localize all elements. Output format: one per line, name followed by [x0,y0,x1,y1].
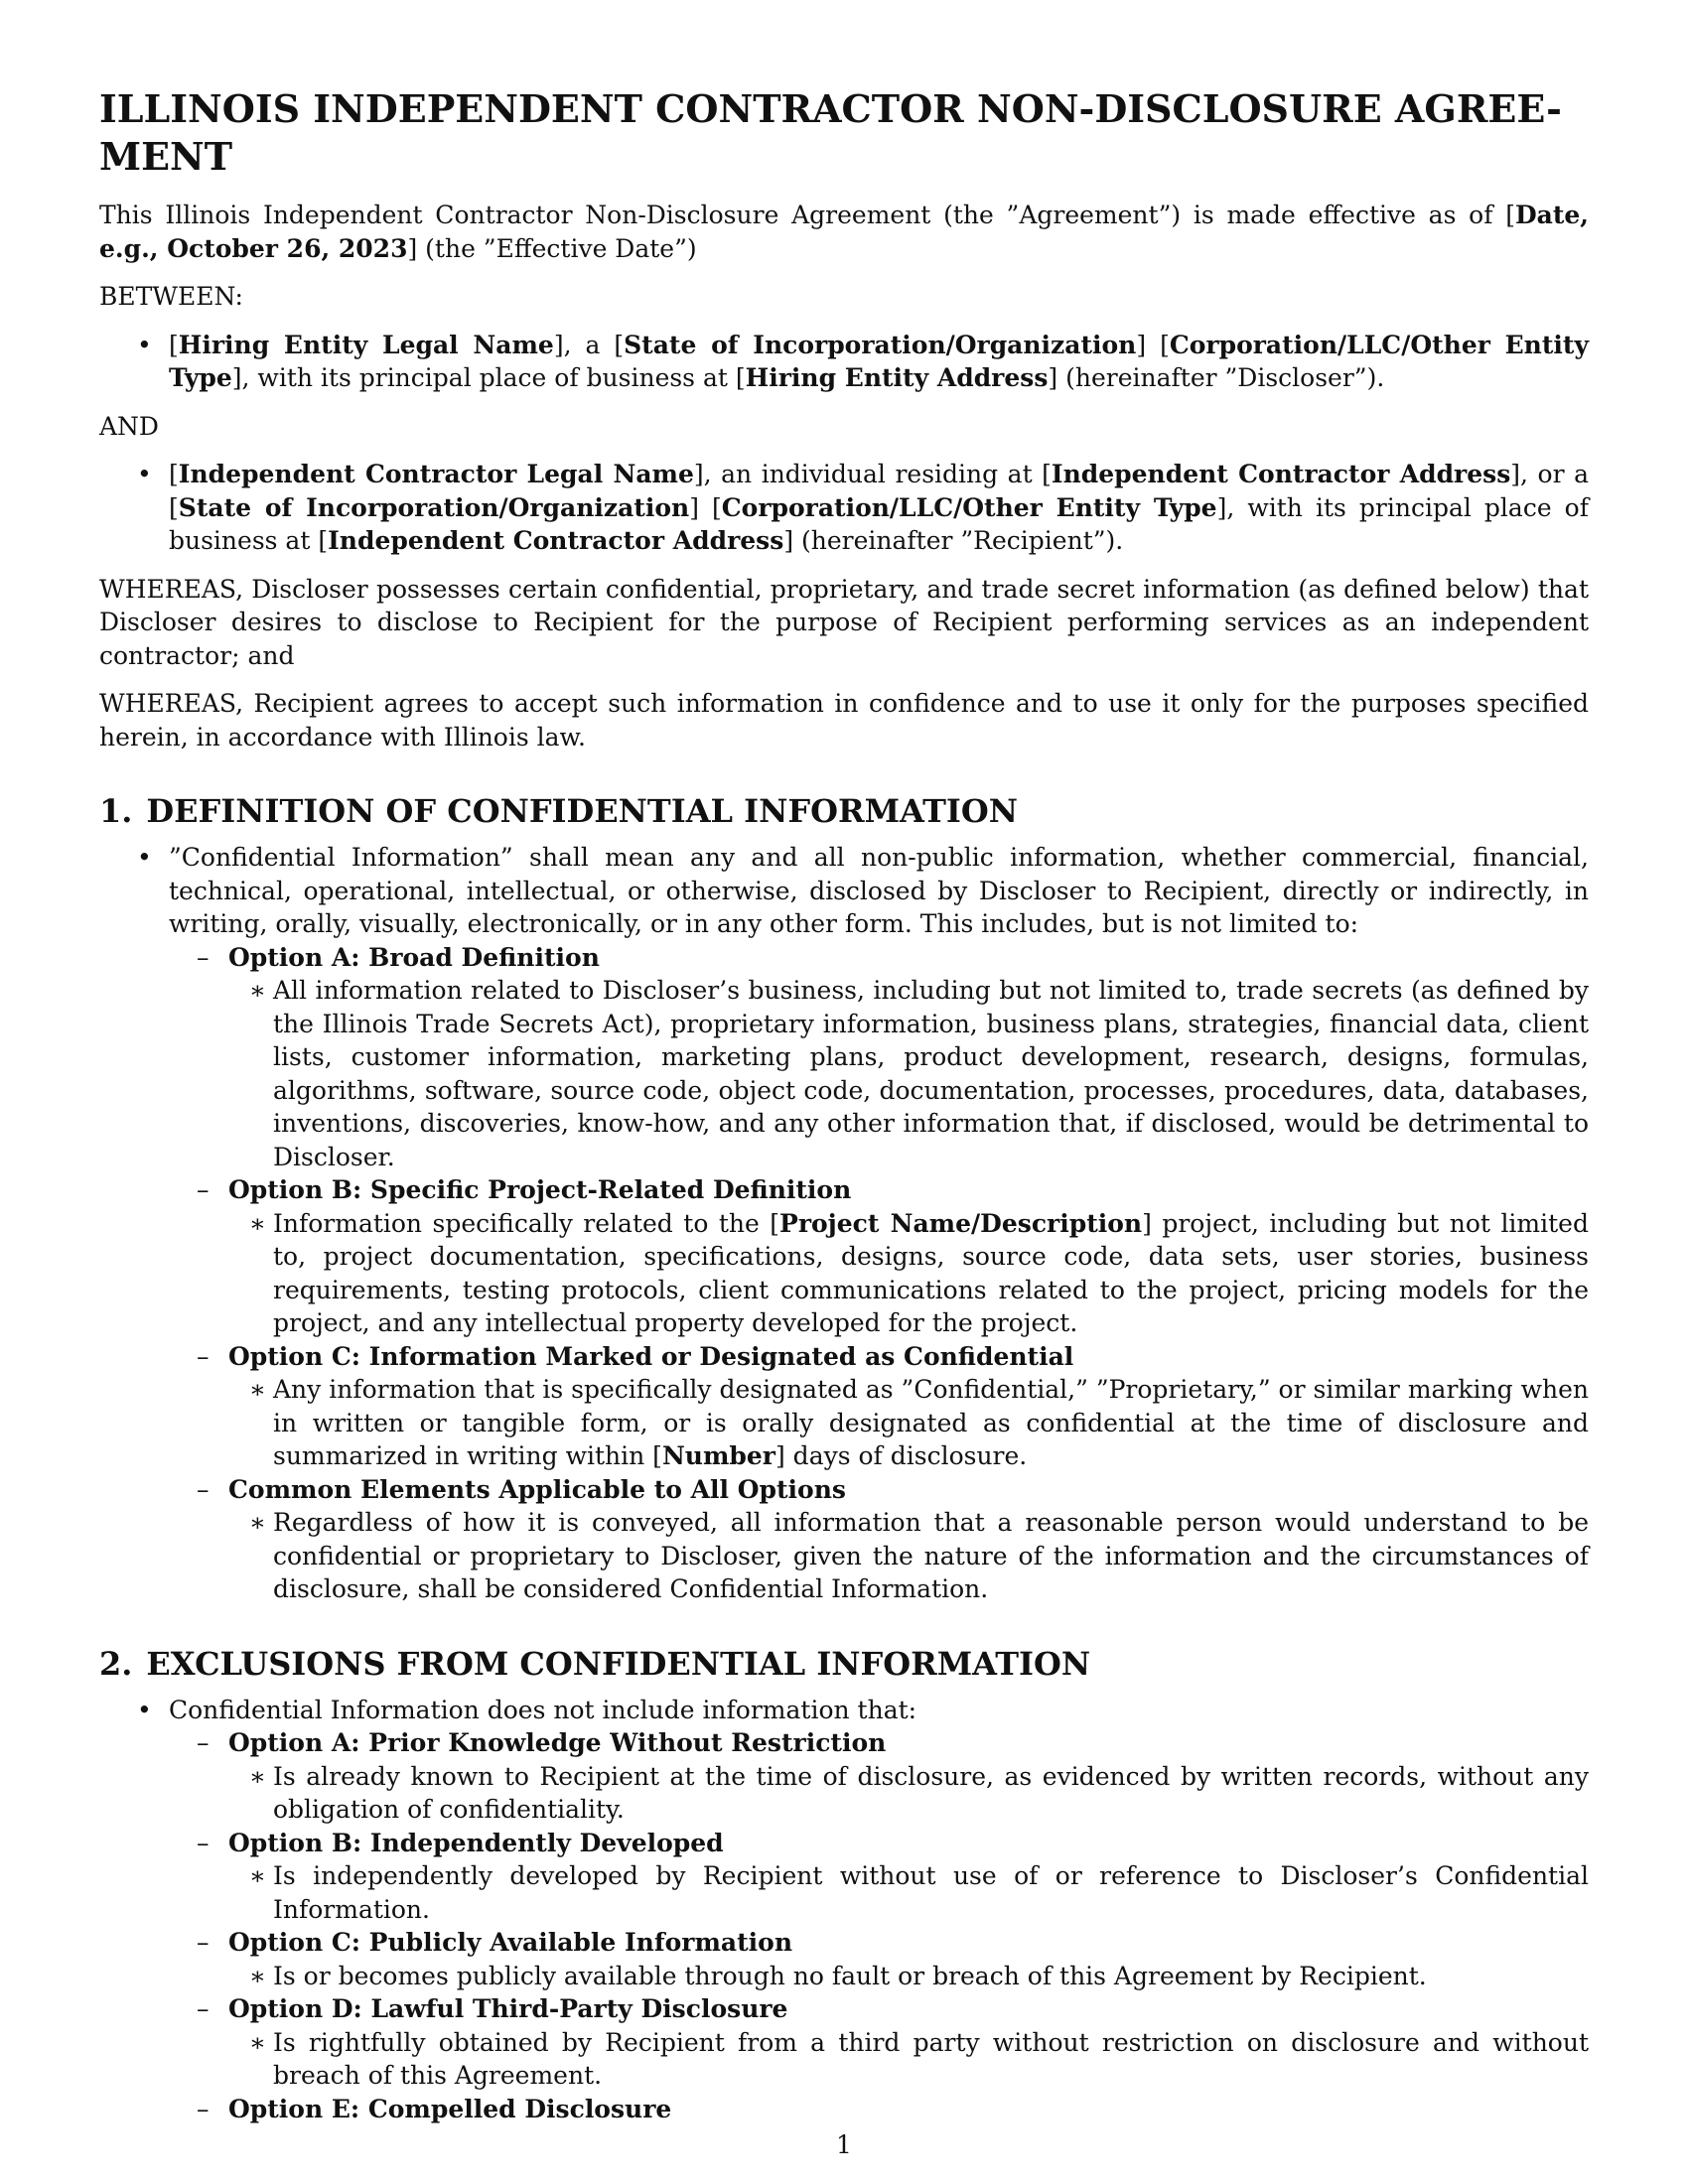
bullet-marker: • [137,460,152,488]
option-title: Option A: Prior Knowledge Without Restriction [228,1728,887,1757]
section-1-heading [99,791,1589,831]
document-page [99,85,1589,2140]
definition-lead-text: ”Confidential Information” shall mean any and all non-public information, whether commercial, financial, technical, operational, intellectual, or otherwise, disclosed by Discloser to Recipient, directly or indirectly, in writing, orally, visually, electronically, or in any other form. This includes, but is not limited to: [169,843,1589,938]
section-2-list [99,1694,1589,2126]
hiring-entity-address-placeholder: Hiring Entity Address [745,363,1049,392]
option-body-list [228,2026,1589,2093]
recipient-text: ] (hereinafter ”Recipient”). [783,526,1124,555]
star-marker: ∗ [249,976,266,1005]
section-number: 2. [99,1644,133,1683]
option-body-list [228,1859,1589,1926]
option-body-list [228,974,1589,1173]
section-title: EXCLUSIONS FROM CONFIDENTIAL INFORMATION [146,1644,1091,1683]
option-text: Information specifically related to the [ [273,1208,780,1238]
option-title: Option D: Lawful Third-Party Disclosure [228,1994,788,2023]
recipient-item [99,458,1589,558]
contractor-business-address-placeholder: Independent Contractor Address [328,526,784,555]
option-text: ] days of disclosure. [774,1441,1028,1470]
definition-item [99,841,1589,1606]
project-name-placeholder: Project Name/Description [779,1208,1143,1238]
exclusion-option-d [169,1992,1589,2093]
option-text: Is rightfully obtained by Recipient from a third party without restriction on disclosure and without breach of this Agreement. [273,2027,1589,2090]
section-title: DEFINITION OF CONFIDENTIAL INFORMATION [146,792,1018,830]
discloser-text: ], a [ [553,330,625,359]
hiring-entity-name-placeholder: Hiring Entity Legal Name [178,330,554,359]
option-text: Regardless of how it is conveyed, all information that a reasonable person would understand to be confidential or proprietary to Discloser, given the nature of the information and the circumstances of disclosure, shall be considered Confidential Information. [273,1508,1589,1603]
dash-marker: – [197,2094,210,2123]
option-text: Any information that is specifically designated as ”Confidential,” ”Proprietary,” or similar marking when in written or tangible form, or is orally designated as confidential at the time of disclosure and summarized in writing within [ [273,1375,1589,1470]
dash-marker: – [197,1175,210,1204]
dash-marker: – [197,1341,210,1371]
option-text-item [228,1960,1589,1993]
bracket: [ [169,330,179,359]
option-text-item [228,2026,1589,2093]
discloser-entity-type-placeholder: Corporation/LLC/Other Entity Type [169,330,1589,392]
discloser-list [99,329,1589,395]
whereas-paragraph-1: WHEREAS, Discloser possesses certain confidential, proprietary, and trade secret information (as defined below) that Discloser desires to disclose to Recipient for the purpose of Recipient performing services as an independent contractor; and [99,574,1589,670]
intro-text-end: ] (the ”Effective Date”) [407,233,697,263]
option-text: Is already known to Recipient at the time of disclosure, as evidenced by written records, without any obligation of confidentiality. [273,1761,1589,1824]
discloser-item [99,329,1589,395]
star-marker: ∗ [249,1861,266,1890]
option-text-item [228,1760,1589,1827]
recipient-list [99,458,1589,558]
option-text-item [228,1373,1589,1473]
exclusion-option-a [169,1726,1589,1827]
contractor-address-placeholder: Independent Contractor Address [1051,460,1511,488]
option-text-item [228,1506,1589,1606]
section-2-heading [99,1644,1589,1684]
exclusions-lead-text: Confidential Information does not include information that: [169,1695,917,1724]
option-text: ] project, including but not limited to, project documentation, specifications, designs, source code, data sets, user stories, business requirements, testing protocols, client communications related to the project, pricing models for the project, and any intellectual property developed for the project. [273,1208,1589,1337]
dash-marker: – [197,1994,210,2023]
and-label: AND [99,411,159,441]
recipient-entity-type-placeholder: Corporation/LLC/Other Entity Type [721,492,1217,522]
option-title: Option A: Broad Definition [228,942,600,972]
common-elements-item [169,1473,1589,1606]
bullet-marker: • [137,1695,152,1724]
star-marker: ∗ [249,1761,266,1791]
option-text-item [228,1859,1589,1926]
discloser-text: ] (hereinafter ”Discloser”). [1048,363,1385,392]
recipient-text: ] [ [689,492,722,522]
exclusion-option-e [169,2093,1589,2126]
option-text: Is or becomes publicly available through no fault or breach of this Agreement by Recipient. [273,1961,1427,1990]
option-title: Option C: Publicly Available Information [228,1928,792,1957]
dash-marker: – [197,1828,210,1857]
option-b-item [169,1173,1589,1340]
page-number: 1 [836,2130,852,2159]
dash-marker: – [197,1728,210,1757]
exclusions-item [99,1694,1589,2126]
option-body-list [228,1506,1589,1606]
exclusion-options-list [169,1726,1589,2125]
option-text-item [228,1207,1589,1340]
option-body-list [228,1760,1589,1827]
recipient-text: ], with its principal place of business at [ [169,492,1589,555]
recipient-text: ], an individual residing at [ [693,460,1052,488]
star-marker: ∗ [249,1375,266,1404]
star-marker: ∗ [249,1508,266,1537]
bullet-marker: • [137,843,152,872]
discloser-state-placeholder: State of Incorporation/Organization [624,330,1137,359]
star-marker: ∗ [249,1208,266,1238]
dash-marker: – [197,1928,210,1957]
section-1-list [99,841,1589,1606]
option-body-list [228,1207,1589,1340]
bracket: [ [169,460,179,488]
star-marker: ∗ [249,2027,266,2057]
intro-paragraph [99,199,1589,265]
recipient-state-placeholder: State of Incorporation/Organization [178,492,690,522]
intro-text: This Illinois Independent Contractor Non-Disclosure Agreement (the ”Agreement”) is made effective as of [ [99,201,1515,229]
bullet-marker: • [137,330,152,359]
between-label: BETWEEN: [99,282,243,311]
discloser-text: ] [ [1136,330,1170,359]
option-text: All information related to Discloser’s business, including but not limited to, trade secrets (as defined by the Illinois Trade Secrets Act), proprietary information, business plans, strategies, financial data, client lists, customer information, marketing plans, product development, research, designs, formulas, algorithms, software, source code, object code, documentation, processes, procedures, data, databases, inventions, discoveries, know-how, and any other information that, if disclosed, would be detrimental to Discloser. [273,976,1589,1171]
exclusion-option-c [169,1926,1589,1992]
discloser-text: ], with its principal place of business at [ [231,363,746,392]
star-marker: ∗ [249,1961,266,1990]
definition-options-list [169,941,1589,1606]
option-a-item [169,941,1589,1174]
whereas-paragraph-2: WHEREAS, Recipient agrees to accept such information in confidence and to use it only for the purposes specified herein, in accordance with Illinois law. [99,689,1589,751]
number-placeholder: Number [661,1441,775,1470]
section-number: 1. [99,792,133,830]
option-title: Option B: Independently Developed [228,1828,724,1857]
document-title: ILLINOIS INDEPENDENT CONTRACTOR NON-DISCLOSURE AGREE- MENT [99,86,1562,179]
option-title: Option E: Compelled Disclosure [228,2094,672,2123]
option-title: Common Elements Applicable to All Options [228,1474,846,1504]
option-title: Option B: Specific Project-Related Definition [228,1175,852,1204]
option-text-item [228,974,1589,1173]
option-text: Is independently developed by Recipient without use of or reference to Discloser’s Confidential Information. [273,1861,1589,1924]
contractor-name-placeholder: Independent Contractor Legal Name [178,460,694,488]
dash-marker: – [197,942,210,972]
exclusion-option-b [169,1827,1589,1927]
dash-marker: – [197,1474,210,1504]
effective-date-placeholder: Date, e.g., October 26, 2023 [99,201,1589,263]
option-body-list [228,1960,1589,1993]
option-c-item [169,1340,1589,1473]
option-title: Option C: Information Marked or Designated as Confidential [228,1341,1074,1371]
recipient-text: ], or a [ [169,460,1589,522]
option-body-list [228,1373,1589,1473]
